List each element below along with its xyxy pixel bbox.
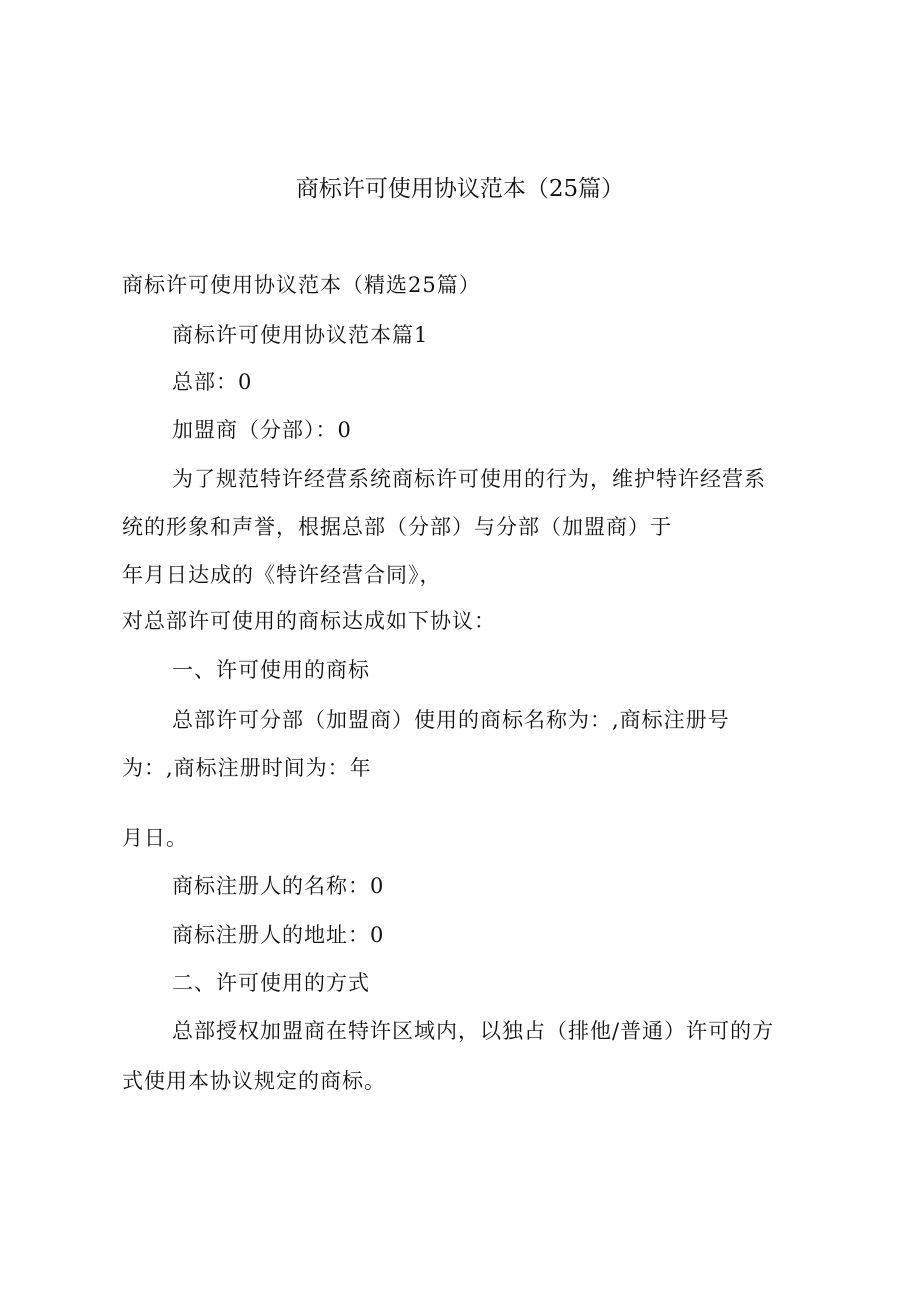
paragraph-line: 为了规范特许经营系统商标许可使用的行为，维护特许经营系 — [172, 467, 766, 491]
party-headquarters: 总部：0 — [172, 370, 253, 394]
subtitle-line: 商标许可使用协议范本（精选25篇） — [122, 273, 481, 297]
paragraph-line: 总部许可分部（加盟商）使用的商标名称为：,商标注册号 — [172, 708, 730, 732]
paragraph-line: 统的形象和声誉，根据总部（分部）与分部（加盟商）于 — [122, 515, 672, 539]
paragraph-line: 总部授权加盟商在特许区域内，以独占（排他/普通）许可的方 — [172, 1019, 775, 1043]
paragraph-line: 年月日达成的《特许经营合同》， — [122, 563, 442, 587]
registrant-address: 商标注册人的地址：0 — [172, 923, 385, 947]
party-franchisee: 加盟商（分部）：0 — [172, 418, 352, 442]
paragraph-line: 为：,商标注册时间为：年 — [122, 756, 372, 780]
clause-heading-1: 一、许可使用的商标 — [172, 658, 370, 682]
clause-heading-2: 二、许可使用的方式 — [172, 971, 370, 995]
document-title: 商标许可使用协议范本（25篇） — [295, 176, 625, 202]
paragraph-line: 对总部许可使用的商标达成如下协议： — [122, 609, 496, 633]
paragraph-line: 式使用本协议规定的商标。 — [122, 1069, 386, 1093]
registrant-name: 商标注册人的名称：0 — [172, 874, 385, 898]
section-heading: 商标许可使用协议范本篇1 — [172, 323, 429, 347]
paragraph-line: 月日。 — [122, 826, 188, 850]
